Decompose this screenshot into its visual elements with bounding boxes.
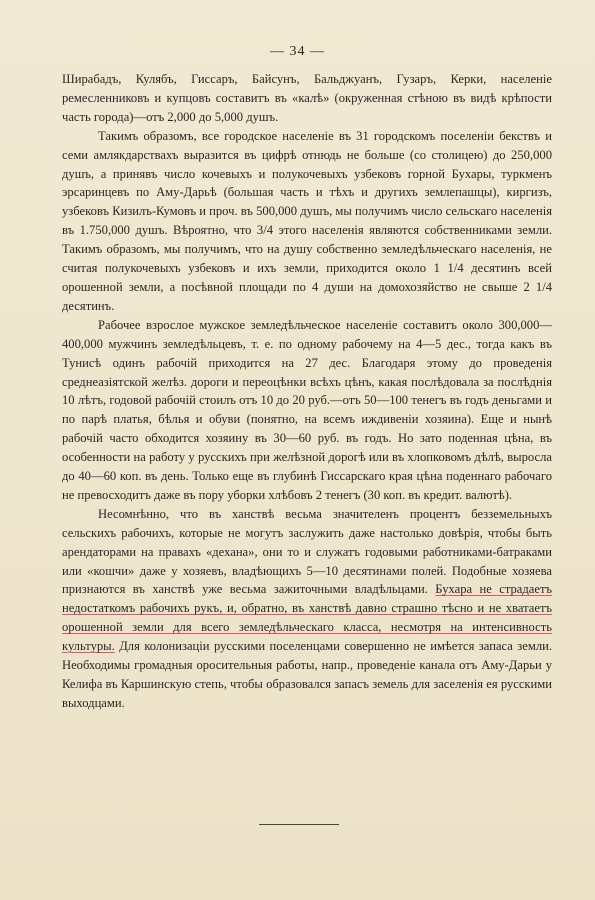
underlined-passage: Бухара не страдаетъ недостаткомъ рабочихъ рукъ, и, обратно, въ ханствѣ давно страшно тѣсно и не хватаетъ орошенной земли для всего земледѣльческаго класса, несмотря на интенсивность культуры. [62, 582, 553, 654]
paragraph-1: Ширабадъ, Кулябъ, Гиссаръ, Байсунъ, Бальджуанъ, Гузаръ, Керки, населеніе ремесленниковъ и купцовъ составитъ въ «калѣ» (окруженная стѣною въ видѣ крѣпости часть города)—отъ 2,000 до 5,000 душъ. [62, 72, 552, 124]
paragraph-4-tail: Для колонизаціи русскими поселенцами совершенно не имѣется запаса земли. Необходимы громадныя оросительныя работы, напр., проведеніе канала отъ Аму-Дарьи у Келифа въ Каршинскую степь, чтобы образовался запасъ земель для заселенія ея русскими выходцами. [62, 639, 553, 710]
paragraph-4-lead: Несомнѣнно, что въ ханствѣ весьма значителенъ процентъ безземельныхъ сельскихъ рабочихъ, которые не могутъ заслужить даже настолько довѣрія, чтобы быть арендаторами на правахъ «дехана», они то и служатъ годовыми работниками-батраками или «кошчи» даже у хозяевъ, владѣющихъ 5—10 десятинами полей. Подобные хозяева признаются въ ханствѣ уже весьма зажиточными владѣльцами. [62, 506, 552, 597]
page-number: — 34 — [270, 44, 325, 59]
end-divider [259, 824, 339, 825]
paragraph-2: Такимъ образомъ, все городское населеніе въ 31 городскомъ поселеніи бекствъ и семи амлякдарствахъ выразится въ цифрѣ отнюдь не больше (со столицею) до 250,000 душъ, а принявъ число кочевыхъ и полукочевыхъ узбековъ горной Бухары, туркменъ эрсаринцевъ по Аму-Дарьѣ (большая часть и тѣхъ и другихъ землепашцы), киргизъ, узбековъ Кизилъ-Кумовъ и проч. въ 500,000 душъ, мы получимъ число сельскаго населенія въ 1.750,000 душъ. Вѣроятно, что 3/4 этого населенія являются собственниками земли. Такимъ образомъ, мы получимъ, что на душу собственно земледѣльческаго населенія, не считая полукочевыхъ узбековъ и ихъ земли, приходится около 1 1/4 десятинъ всей орошенной земли, а посѣвной площади по 4 души на домохозяйство не свыше 2 1/4 десятинъ. [62, 128, 552, 313]
paragraph-4 [62, 505, 552, 713]
body-text [62, 70, 552, 713]
paragraph-3: Рабочее взрослое мужское земледѣльческое населеніе составитъ около 300,000—400,000 мужчинъ земледѣльцевъ, т. е. по одному рабочему на 4—5 дес., тогда какъ въ Тунисѣ одинъ рабочій приходится на 27 дес. Благодаря этому до проведенія среднеазіятской желѣз. дороги и переоцѣнки всѣхъ цѣнъ, какая послѣдовала за послѣднія 10 лѣтъ, годовой рабочій стоилъ отъ 10 до 20 руб.—отъ 50—100 тенегъ въ годъ деньгами и по парѣ платья, бѣлья и обуви (понятно, на всемъ иждивеніи хозяина). Еще и нынѣ рабочій часто обходится хозяину въ 30—60 руб. въ годъ. Но зато поденная цѣна, въ особенности на работу у русскихъ при желѣзной дорогѣ или въ хлопковомъ дѣлѣ, выросла до 40—60 коп. въ день. Только еще въ глубинѣ Гиссарскаго края цѣна поденнаго рабочаго не превосходитъ даже въ пору уборки хлѣбовъ 2 тенегъ (30 коп. въ кредит. валютѣ). [62, 317, 552, 502]
